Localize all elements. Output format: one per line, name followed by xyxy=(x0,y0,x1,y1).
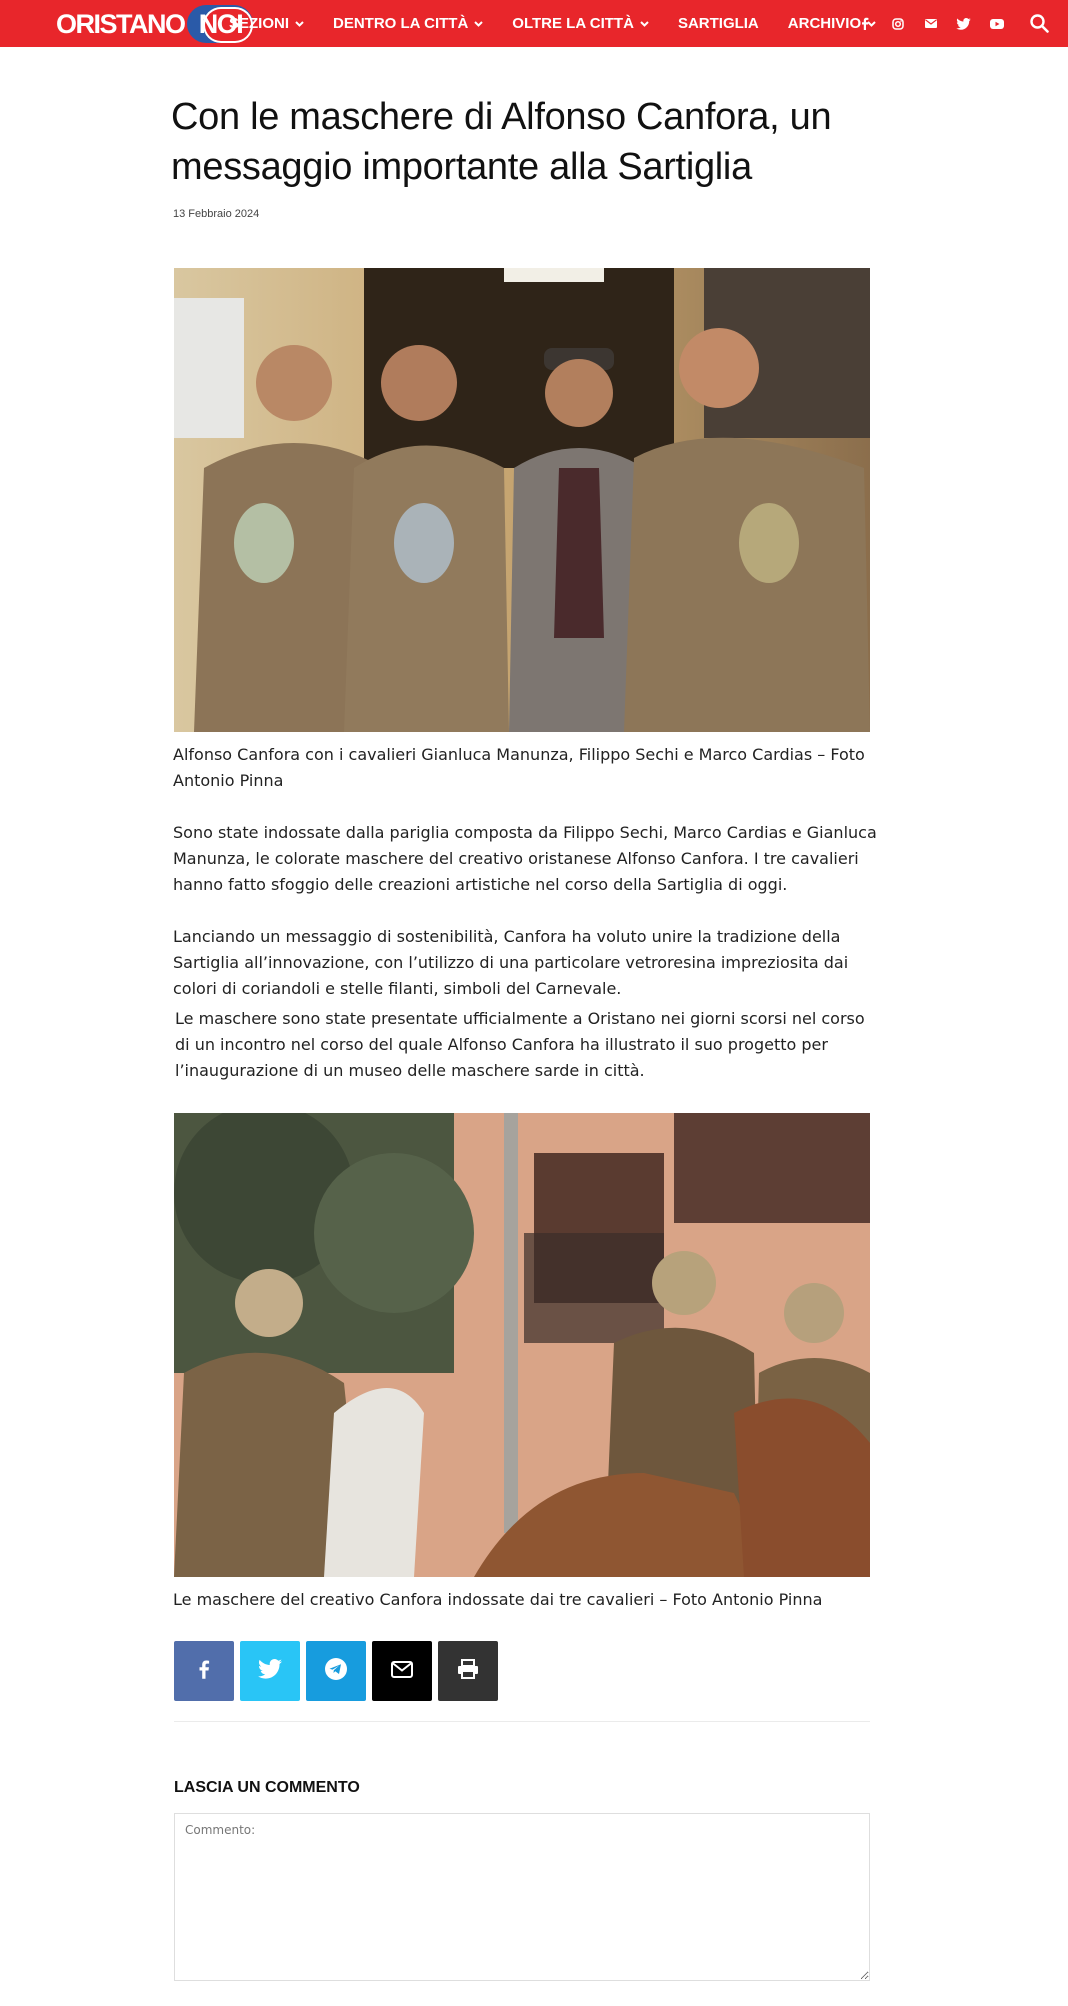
nav-item-oltre-la-citta[interactable] xyxy=(512,15,649,32)
social-links xyxy=(848,0,1013,47)
article-title: Con le maschere di Alfonso Canfora, un messaggio importante alla Sartiglia xyxy=(171,96,832,188)
twitter-icon[interactable] xyxy=(947,0,980,47)
top-navigation-bar xyxy=(0,0,1068,47)
photo-caption: Alfonso Canfora con i cavalieri Gianluca Manunza, Filippo Sechi e Marco Cardias – Foto Antonio Pinna xyxy=(173,745,865,790)
search-icon[interactable] xyxy=(1026,10,1052,36)
share-facebook-button[interactable] xyxy=(174,1641,234,1701)
share-twitter-button[interactable] xyxy=(240,1641,300,1701)
article-photo-masks-group[interactable] xyxy=(174,268,870,732)
twitter-icon xyxy=(258,1659,282,1683)
facebook-icon xyxy=(198,1659,210,1683)
article-paragraph: Sono state indossate dalla pariglia composta da Filippo Sechi, Marco Cardias e Gianluca Manunza, le colorate maschere del creativo oristanese Alfonso Canfora. I tre cavalieri hanno fatto sfoggio delle creazioni artistiche nel corso della Sartiglia di oggi. xyxy=(173,823,877,894)
comment-box xyxy=(174,1813,870,1981)
site-logo[interactable] xyxy=(56,4,255,44)
main-nav xyxy=(229,0,905,47)
nav-label: OLTRE LA CITTÀ xyxy=(512,15,634,32)
logo-text: ORISTANO xyxy=(56,9,185,39)
divider xyxy=(174,1721,870,1722)
share-email-button[interactable] xyxy=(372,1641,432,1701)
nav-item-dentro-la-citta[interactable] xyxy=(333,15,483,32)
nav-item-sartiglia[interactable] xyxy=(678,15,759,32)
share-telegram-button[interactable] xyxy=(306,1641,366,1701)
share-print-button[interactable] xyxy=(438,1641,498,1701)
facebook-icon[interactable] xyxy=(848,0,881,47)
mail-icon xyxy=(391,1661,413,1682)
chevron-down-icon xyxy=(295,19,304,30)
article-date: 13 Febbraio 2024 xyxy=(173,208,260,220)
nav-label: DENTRO LA CITTÀ xyxy=(333,15,469,32)
youtube-icon[interactable] xyxy=(980,0,1013,47)
nav-label: SEZIONI xyxy=(229,15,290,32)
chevron-down-icon xyxy=(640,19,649,30)
comment-textarea[interactable] xyxy=(175,1814,869,1980)
print-icon xyxy=(457,1659,479,1683)
photo-caption: Le maschere del creativo Canfora indossate dai tre cavalieri – Foto Antonio Pinna xyxy=(173,1590,823,1609)
nav-label: SARTIGLIA xyxy=(677,15,759,32)
instagram-icon[interactable] xyxy=(881,0,914,47)
article-paragraph: Le maschere sono state presentate ufficialmente a Oristano nei giorni scorsi nel corso di un incontro nel corso del quale Alfonso Canfora ha illustrato il suo progetto per l’inaugurazione di un museo delle maschere sarde in città. xyxy=(175,1009,865,1080)
mail-icon[interactable] xyxy=(914,0,947,47)
nav-label: ARCHIVIO xyxy=(787,15,862,32)
share-buttons xyxy=(174,1641,504,1701)
article-photo-riders[interactable] xyxy=(174,1113,870,1577)
nav-item-sezioni[interactable] xyxy=(229,15,304,32)
chevron-down-icon xyxy=(474,19,483,30)
article-paragraph: Lanciando un messaggio di sostenibilità, Canfora ha voluto unire la tradizione della Sartiglia all’innovazione, con l’utilizzo di una particolare vetroresina impreziosita dai colori di coriandoli e stelle filanti, simboli del Carnevale. xyxy=(173,927,849,998)
comments-heading: LASCIA UN COMMENTO xyxy=(174,1779,360,1796)
logo-noi-text: NOI xyxy=(198,8,243,39)
telegram-icon xyxy=(324,1657,348,1685)
